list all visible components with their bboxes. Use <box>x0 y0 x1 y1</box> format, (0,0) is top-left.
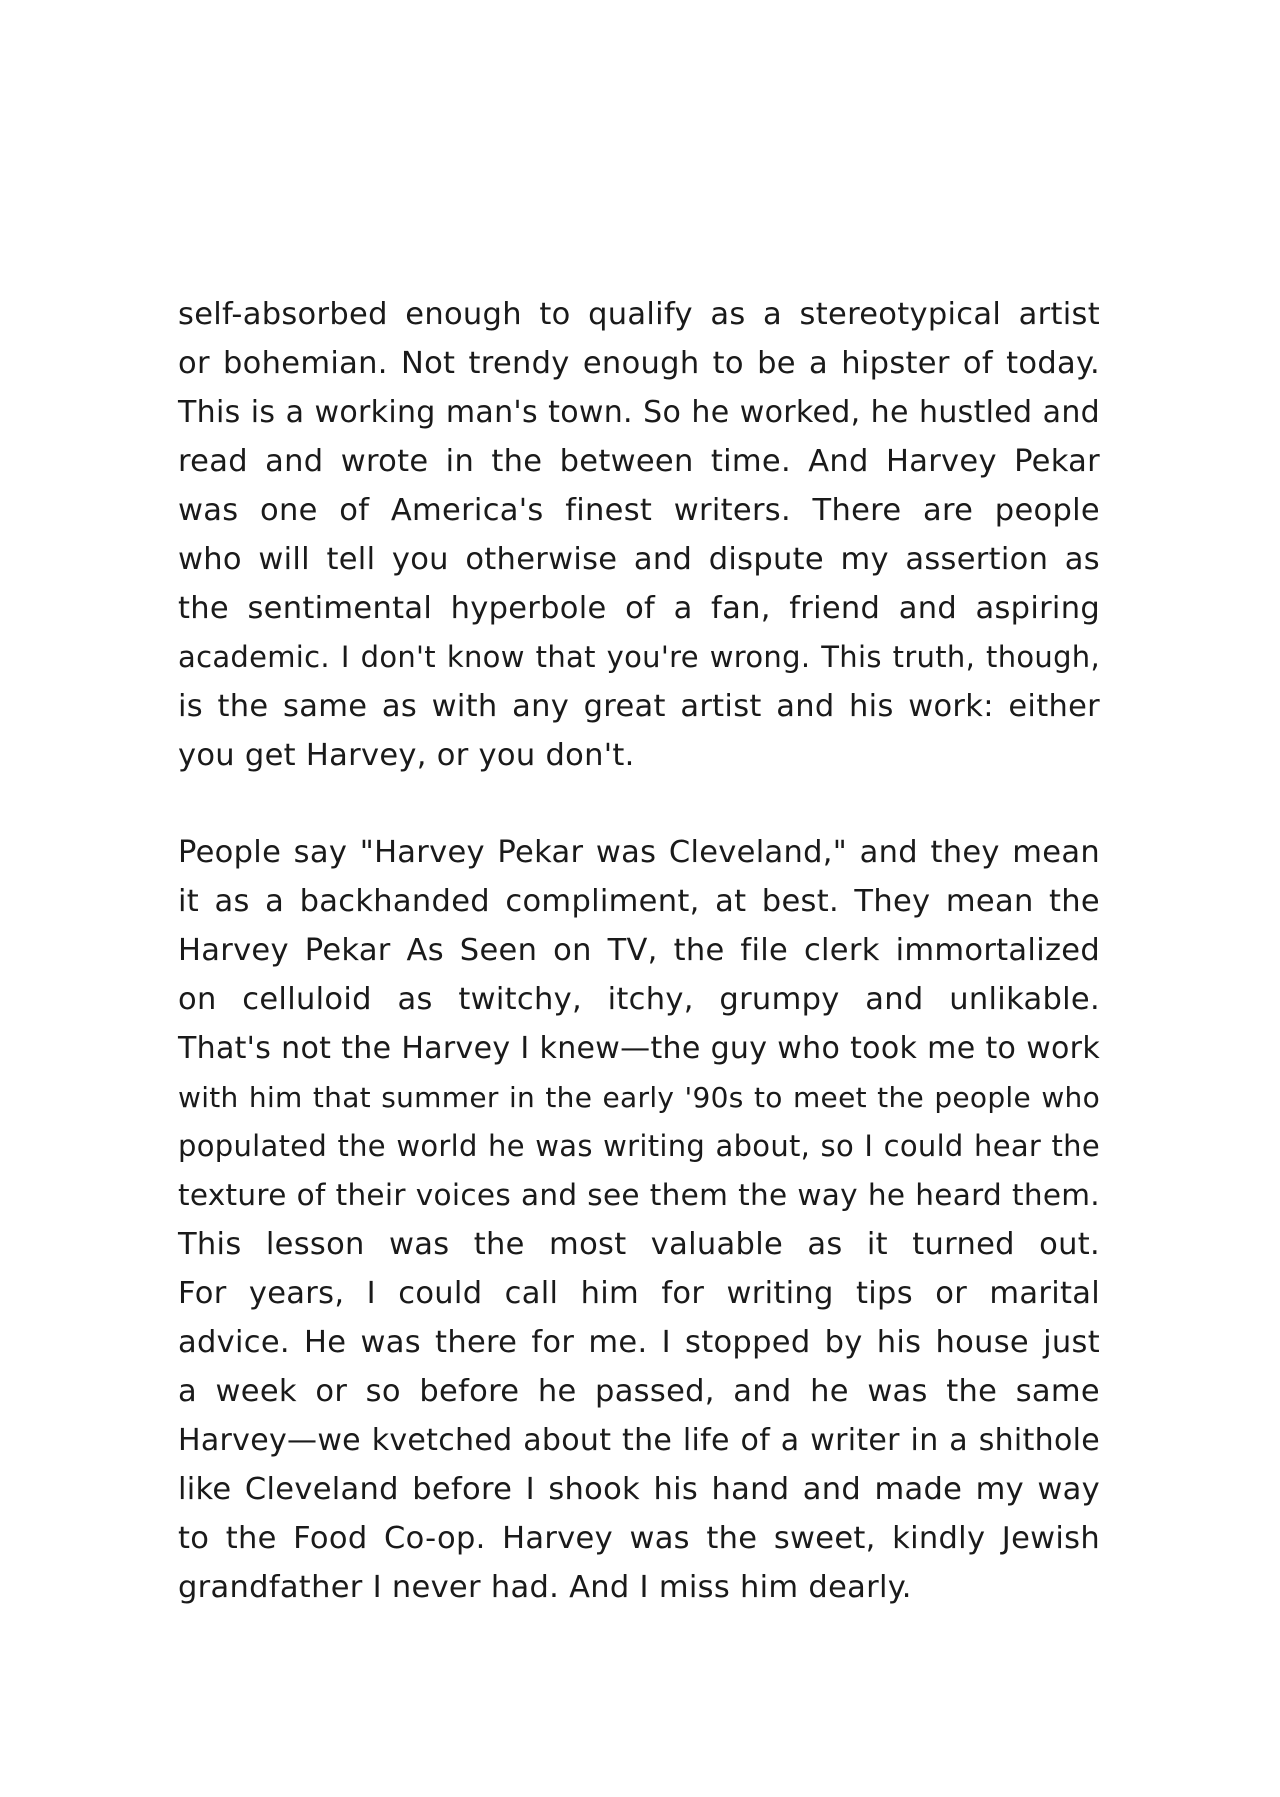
text-line: or bohemian. Not trendy enough to be a hipster of today. <box>178 346 1100 381</box>
paragraph-1 <box>178 290 1100 780</box>
text-line: academic. I don't know that you're wrong. This truth, though, <box>178 640 1100 674</box>
text-line: read and wrote in the between time. And Harvey Pekar <box>178 444 1100 479</box>
text-line: This is a working man's town. So he worked, he hustled and <box>178 395 1100 430</box>
text-line: the sentimental hyperbole of a fan, friend and aspiring <box>178 591 1100 626</box>
text-line: on celluloid as twitchy, itchy, grumpy and unlikable. <box>178 982 1100 1017</box>
body-text <box>178 290 1100 1612</box>
text-line: populated the world he was writing about, so I could hear the <box>178 1129 1100 1163</box>
text-line: like Cleveland before I shook his hand and made my way <box>178 1472 1100 1507</box>
text-line: who will tell you otherwise and dispute my assertion as <box>178 542 1100 577</box>
text-line: self-absorbed enough to qualify as a stereotypical artist <box>178 297 1100 332</box>
text-line: with him that summer in the early '90s to meet the people who <box>178 1081 1100 1114</box>
text-line: you get Harvey, or you don't. <box>178 738 635 773</box>
text-line: That's not the Harvey I knew—the guy who took me to work <box>178 1031 1100 1066</box>
paragraph-2 <box>178 828 1100 1612</box>
text-line: Harvey Pekar As Seen on TV, the file clerk immortalized <box>178 933 1100 968</box>
text-line: a week or so before he passed, and he was the same <box>178 1374 1100 1409</box>
text-line: is the same as with any great artist and his work: either <box>178 689 1100 724</box>
text-line: it as a backhanded compliment, at best. They mean the <box>178 884 1100 919</box>
text-line: This lesson was the most valuable as it turned out. <box>178 1227 1100 1262</box>
text-line: grandfather I never had. And I miss him dearly. <box>178 1570 912 1605</box>
text-line: to the Food Co-op. Harvey was the sweet, kindly Jewish <box>178 1521 1100 1556</box>
text-line: advice. He was there for me. I stopped by his house just <box>178 1325 1100 1360</box>
text-line: was one of America's finest writers. There are people <box>178 493 1100 528</box>
text-line: People say "Harvey Pekar was Cleveland," and they mean <box>178 835 1100 870</box>
text-line: Harvey—we kvetched about the life of a writer in a shithole <box>178 1423 1100 1458</box>
text-line: For years, I could call him for writing tips or marital <box>178 1276 1100 1311</box>
text-line: texture of their voices and see them the way he heard them. <box>178 1178 1100 1212</box>
